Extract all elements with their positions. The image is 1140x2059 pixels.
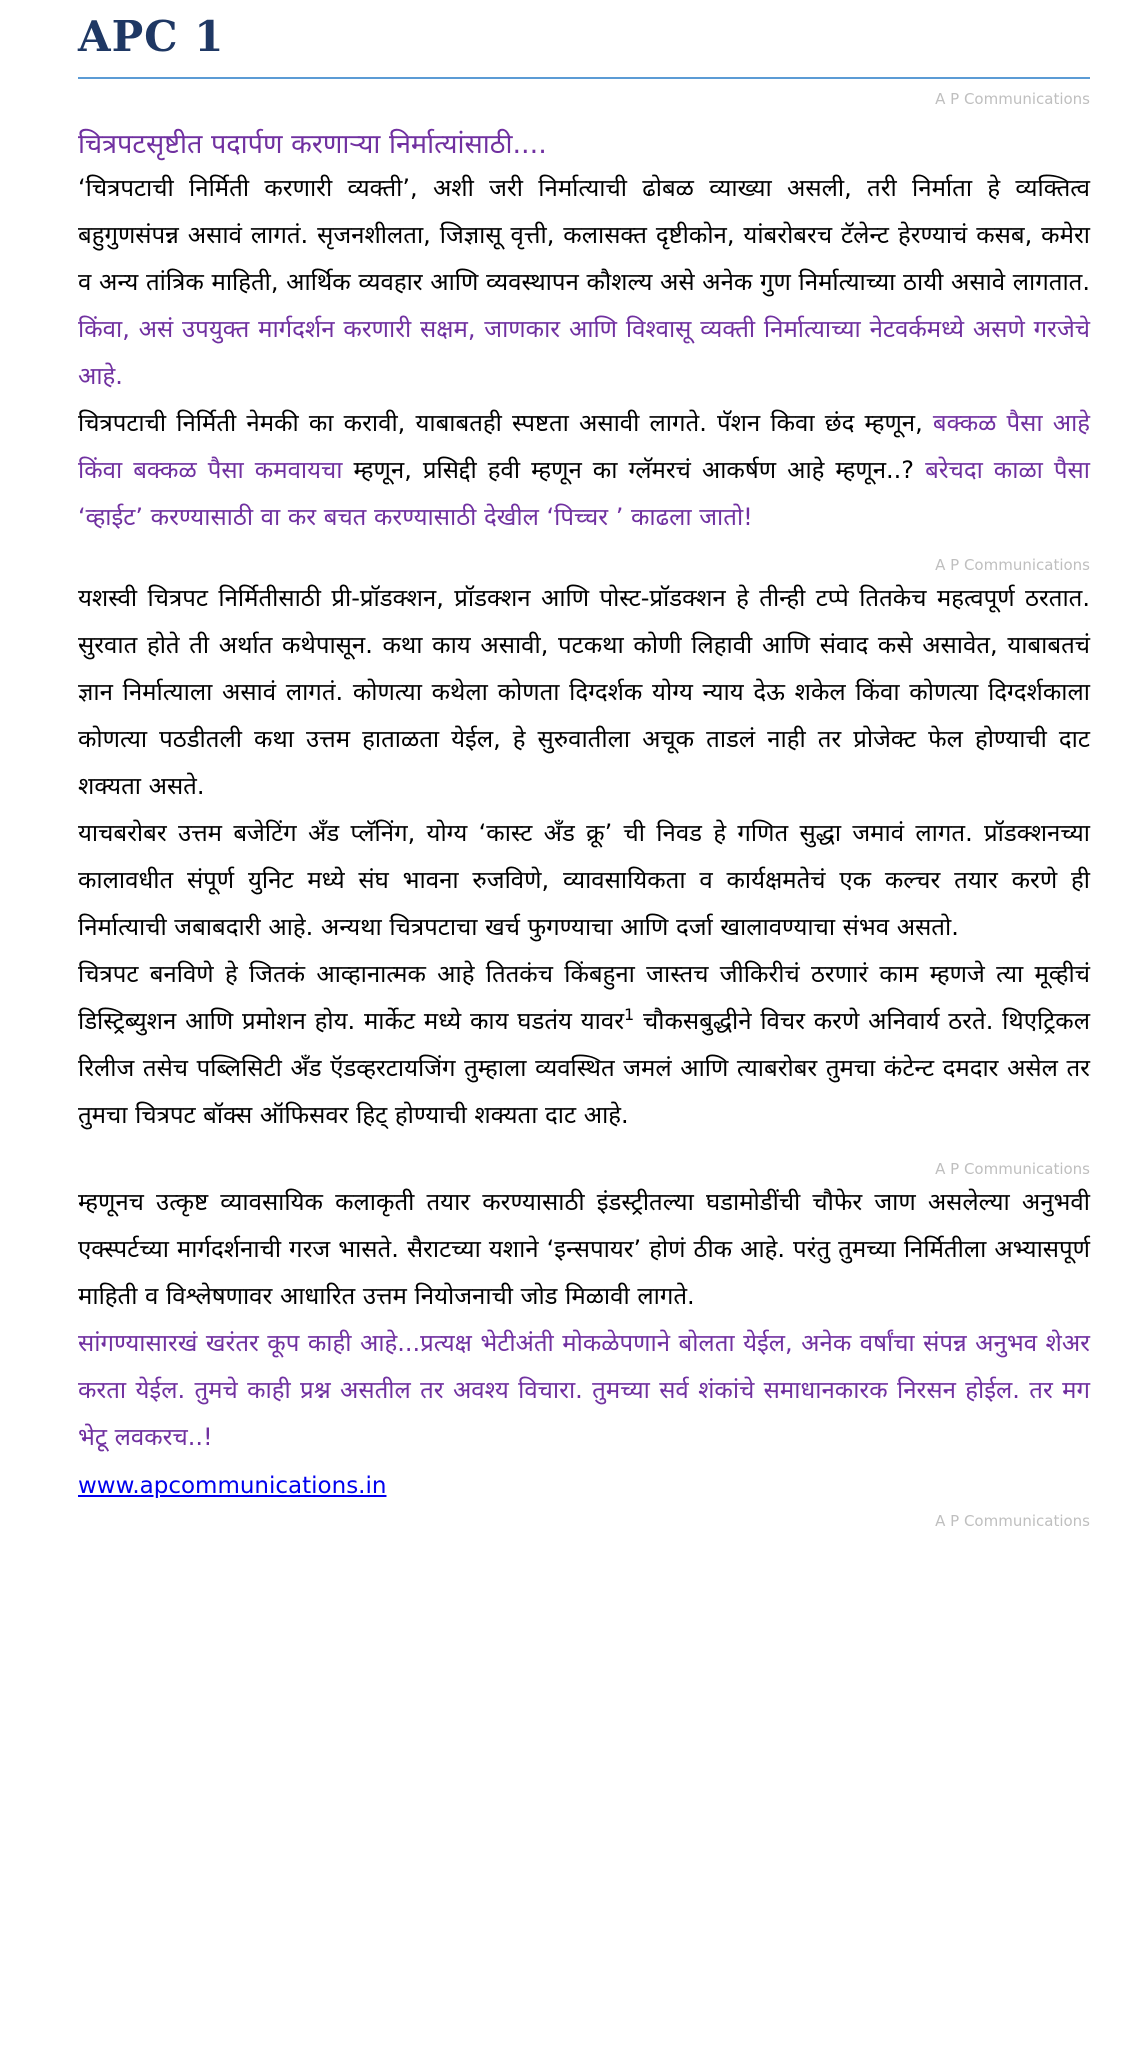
text-segment-purple: सांगण्यासारखं खरंतर कूप काही आहे...प्रत्यक्ष भेटीअंती मोकळेपणाने बोलता येईल, अनेक वर्षांचा संपन्न अनुभव शेअर करता येईल. तुमचे काही प्रश्न असतील तर अवश्य विचारा. तुमच्या सर्व शंकांचे समाधानकारक निरसन होईल. तर मग भेटू लवकरच..! (78, 1329, 1090, 1451)
text-segment-purple: बरेचदा काळा पैसा ‘व्हाईट’ करण्यासाठी वा कर बचत करण्यासाठी देखील ‘पिच्चर ’ काढला जातो! (78, 456, 1090, 531)
link-row (78, 1473, 1090, 1499)
text-segment: ‘चित्रपटाची निर्मिती करणारी व्यक्ती’, अशी जरी निर्मात्याची ढोबळ व्याख्या असली, तरी निर्माता हे व्यक्तित्व बहुगुणसंपन्न असावं लागतं. सृजनशीलता, जिज्ञासू वृत्ती, कलासक्त दृष्टीकोन, यांबरोबरच टॅलेन्ट हेरण्याचं कसब, कमेरा व अन्य तांत्रिक माहिती, आर्थिक व्यवहार आणि व्यवस्थापन कौशल्य असे अनेक गुण निर्मात्याच्या ठायी असावे लागतात. (78, 174, 1090, 296)
text-segment: चित्रपटाची निर्मिती नेमकी का करावी, याबाबतही स्पष्टता असावी लागते. पॅशन किवा छंद म्हणून, (78, 409, 933, 437)
text-segment: म्हणून, प्रसिद्दी हवी म्हणून का ग्लॅमरचं आकर्षण आहे म्हणून..? (353, 456, 926, 484)
footnote-marker: 1 (624, 1005, 635, 1024)
text-segment-purple: किंवा, असं उपयुक्त मार्गदर्शन करणारी सक्षम, जाणकार आणि विश्वासू व्यक्ती निर्मात्याच्या नेटवर्कमध्ये असणे गरजेचे आहे. (78, 315, 1090, 390)
text-segment: यशस्वी चित्रपट निर्मितीसाठी प्री-प्रॉडक्शन, प्रॉडक्शन आणि पोस्ट-प्रॉडक्शन हे तीन्ही टप्पे तितकेच महत्वपूर्ण ठरतात. सुरवात होते ती अर्थात कथेपासून. कथा काय असावी, पटकथा कोणी लिहावी आणि संवाद कसे असावेत, याबाबतचं ज्ञान निर्मात्याला असावं लागतं. कोणत्या कथेला कोणता दिग्दर्शक योग्य न्याय देऊ शकेल किंवा कोणत्या दिग्दर्शकाला कोणत्या पठडीतली कथा उत्तम हाताळता येईल, हे सुरुवातीला अचूक ताडलं नाही तर प्रोजेक्ट फेल होण्याची दाट शक्यता असते. (78, 584, 1090, 800)
text-segment: चित्रपट बनविणे हे जितकं आव्हानात्मक आहे तितकंच किंबहुना जास्तच जीकिरीचं ठरणारं काम म्हणजे त्या मूव्हीचं डिस्ट्रिब्युशन आणि प्रमोशन होय. मार्केट मध्ये काय घडतंय यावर (78, 960, 1090, 1035)
watermark: A P Communications (935, 1160, 1090, 1178)
watermark: A P Communications (935, 1512, 1090, 1530)
text-segment: चौकसबुद्धीने विचर करणे अनिवार्य ठरते. थिएट्रिकल रिलीज तसेच पब्लिसिटी अँड ऍडव्हरटायजिंग तुम्हाला व्यवस्थित जमलं आणि त्याबरोबर तुमचा कंटेन्ट दमदार असेल तर तुमचा चित्रपट बॉक्स ऑफिसवर हिट् होण्याची शक्यता दाट आहे. (78, 1007, 1091, 1129)
page-title: APC 1 (78, 12, 1090, 79)
text-segment: म्हणूनच उत्कृष्ट व्यावसायिक कलाकृती तयार करण्यासाठी इंडस्ट्रीतल्या घडामोडींची चौफेर जाण असलेल्या अनुभवी एक्स्पर्टच्या मार्गदर्शनाची गरज भासते. सैराटच्या यशाने ‘इन्सपायर’ होणं ठीक आहे. परंतु तुमच्या निर्मितीला अभ्यासपूर्ण माहिती व विश्लेषणावर आधारित उत्तम नियोजनाची जोड मिळावी लागते. (78, 1188, 1090, 1310)
paragraph-2 (78, 400, 1090, 541)
watermark: A P Communications (935, 90, 1090, 108)
paragraph-1 (78, 165, 1090, 400)
text-segment-purple: बक्कळ पैसा आहे किंवा बक्कळ पैसा कमवायचा (78, 409, 1090, 484)
paragraph-7 (78, 1320, 1090, 1461)
website-link[interactable]: www.apcommunications.in (78, 1473, 387, 1499)
watermark: A P Communications (935, 556, 1090, 574)
text-segment: याचबरोबर उत्तम बजेटिंग अँड प्लॅनिंग, योग्य ‘कास्ट अँड क्रू’ ची निवड हे गणित सुद्धा जमावं लागत. प्रॉडक्शनच्या कालावधीत संपूर्ण युनिट मध्ये संघ भावना रुजविणे, व्यावसायिकता व कार्यक्षमतेचं एक कल्चर तयार करणे ही निर्मात्याची जबाबदारी आहे. अन्यथा चित्रपटाचा खर्च फुगण्याचा आणि दर्जा खालावण्याचा संभव असतो. (78, 819, 1090, 941)
paragraph-5 (78, 951, 1090, 1139)
paragraph-6 (78, 1179, 1090, 1320)
section-heading: चित्रपटसृष्टीत पदार्पण करणाऱ्या निर्मात्यांसाठी.... (78, 129, 547, 160)
paragraph-4 (78, 810, 1090, 951)
paragraph-3 (78, 575, 1090, 810)
